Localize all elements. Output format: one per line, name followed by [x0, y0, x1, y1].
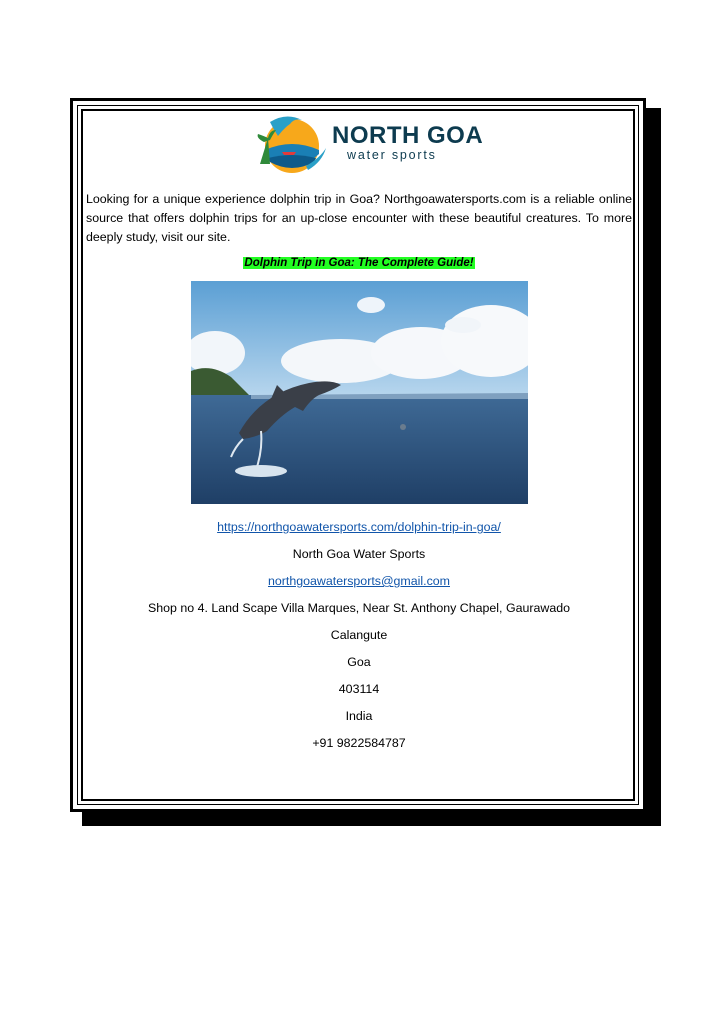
company-logo [86, 108, 632, 184]
city-line: Calangute [330, 628, 388, 642]
dolphin-photo [191, 281, 528, 504]
country-line: India [345, 709, 373, 723]
dolphin-photo-icon [191, 281, 528, 504]
pincode-line: 403114 [338, 682, 380, 696]
address-line: Shop no 4. Land Scape Villa Marques, Near St. Anthony Chapel, Gaurawado [147, 601, 570, 615]
state-line: Goa [347, 655, 371, 669]
logo-tagline: water sports [347, 148, 437, 162]
guide-title: Dolphin Trip in Goa: The Complete Guide! [244, 257, 474, 269]
dolphin-trip-link[interactable]: https://northgoawatersports.com/dolphin-trip-in-goa/ [217, 520, 501, 534]
logo-emblem-icon [256, 108, 332, 184]
document-content [86, 108, 632, 757]
company-name: North Goa Water Sports [292, 547, 426, 561]
email-link[interactable]: northgoawatersports@gmail.com [268, 574, 450, 588]
intro-paragraph: Looking for a unique experience dolphin trip in Goa? Northgoawatersports.com is a reliable online source that offers dolphin trips for an up-close encounter with these beautiful creatures. To more deeply study, visit our site. [86, 192, 632, 244]
phone-line: +91 9822584787 [312, 736, 406, 750]
logo-brand-text: NORTH GOA [332, 122, 484, 149]
